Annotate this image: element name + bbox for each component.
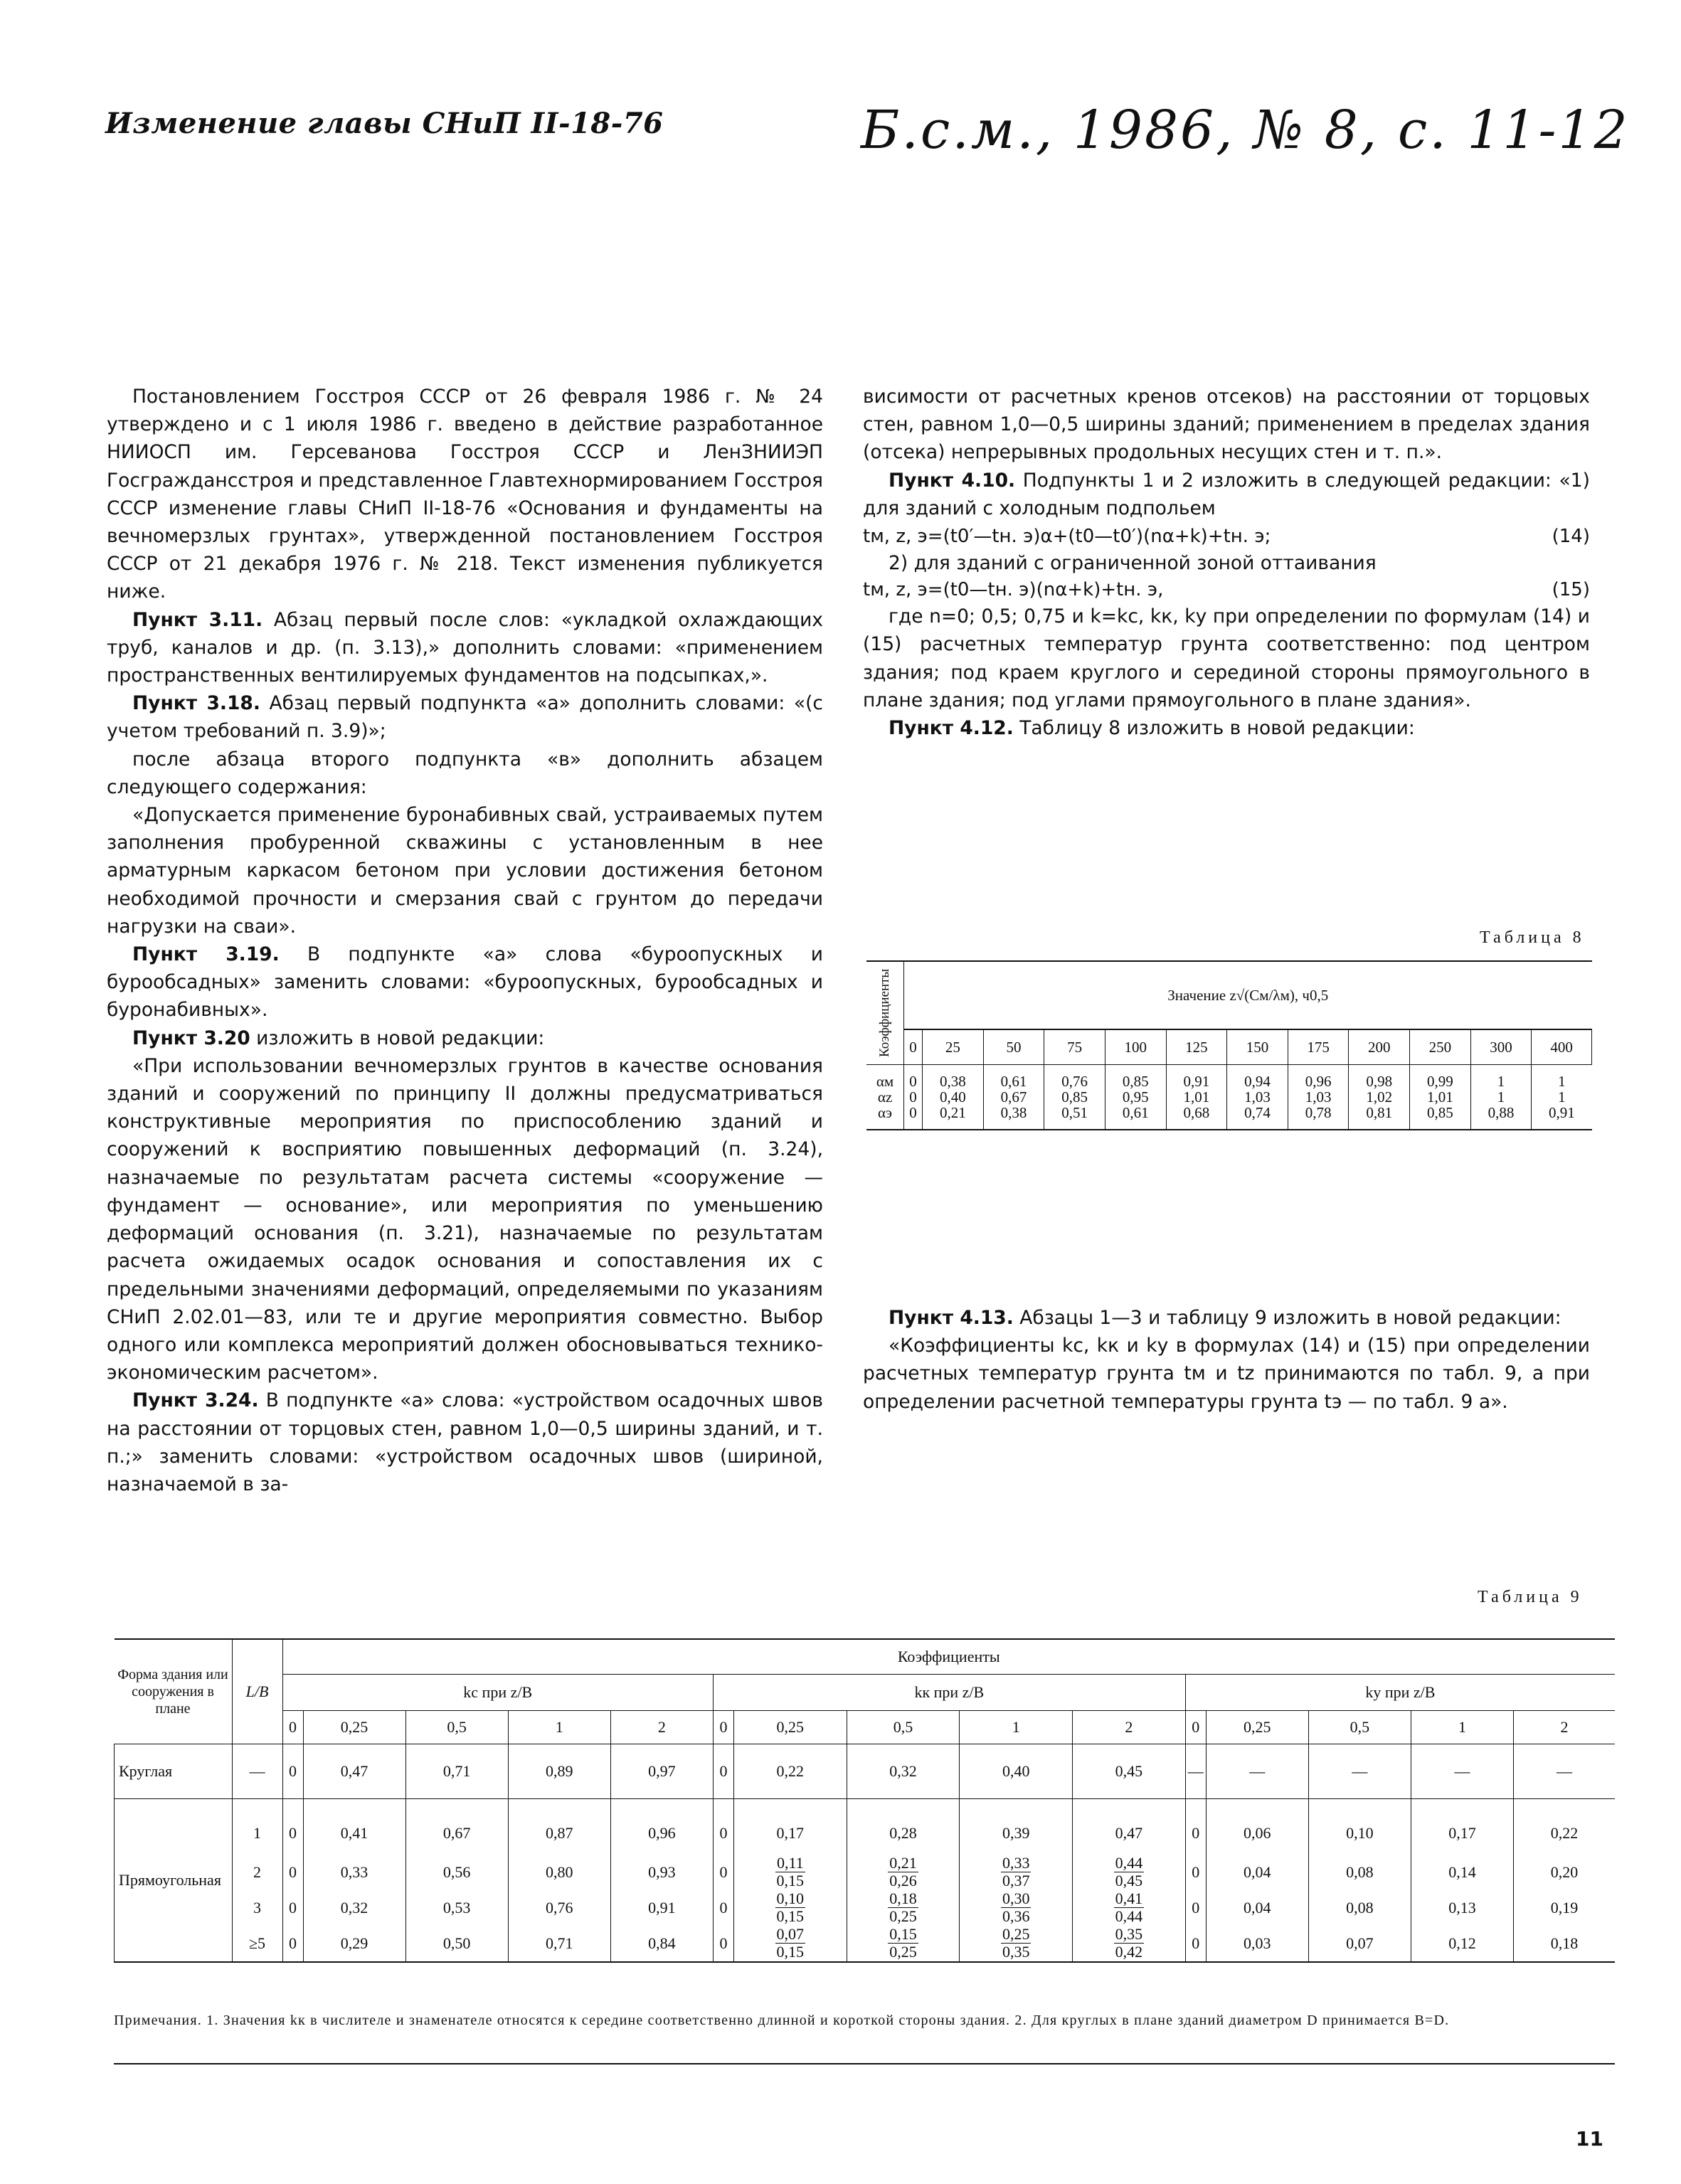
table-cell <box>847 1926 960 1962</box>
clause-heading: Пункт 3.19. <box>132 943 280 966</box>
denominator: 0,45 <box>1115 1872 1143 1889</box>
numerator: 0,44 <box>1115 1854 1143 1872</box>
table-cell: 0,17 <box>733 1799 847 1855</box>
column-header-cell: 100 <box>1105 1029 1166 1065</box>
coefficients-header: Коэффициенты <box>282 1639 1615 1675</box>
cell-value: 1,03 <box>1305 1088 1332 1106</box>
paragraph <box>863 467 1590 522</box>
numerator: 0,10 <box>776 1889 805 1907</box>
paragraph <box>863 1304 1590 1332</box>
paragraph-text: В подпункте «а» слова «буроопускных и бурообсадных» заменить словами: «буроопускных, бурообсадных и буронабивных». <box>107 943 823 1022</box>
table-cell: 0,84 <box>610 1926 713 1962</box>
table-cell: 0,39 <box>960 1799 1073 1855</box>
column-header-cell: 50 <box>983 1029 1044 1065</box>
table-cell: 0,45 <box>1073 1744 1186 1799</box>
numerator: 0,21 <box>889 1854 917 1872</box>
table-cell <box>1073 1855 1186 1890</box>
table-cell: 0,18 <box>1514 1926 1615 1962</box>
table-cell <box>923 1065 984 1130</box>
table-cell: 0,33 <box>303 1855 405 1890</box>
column-header-cell: 300 <box>1470 1029 1532 1065</box>
table-cell: 0,47 <box>1073 1799 1186 1855</box>
numerator: 0,18 <box>889 1889 917 1907</box>
cell-value: 0,61 <box>1000 1073 1027 1090</box>
cell-value: 0,51 <box>1061 1104 1088 1121</box>
cell-value: 1,03 <box>1244 1088 1271 1106</box>
cell-value: 0,96 <box>1305 1073 1332 1090</box>
table-cell: 0,71 <box>405 1744 508 1799</box>
denominator: 0,15 <box>776 1907 805 1925</box>
clause-heading: Пункт 4.12. <box>889 717 1014 740</box>
table-cell <box>1470 1065 1532 1130</box>
table-cell: 0,56 <box>405 1855 508 1890</box>
table-cell <box>1166 1065 1227 1130</box>
paragraph: где n=0; 0,5; 0,75 и k=kс, kк, kу при определении по формулам (14) и (15) расчетных температур грунта соответственно: под центром здания; под краем круглого и серединой стороны прямоугольного в плане здания; под углами прямоугольного в плане здания». <box>863 605 1590 711</box>
paragraph: 2) для зданий с ограниченной зоной оттаивания <box>889 552 1377 575</box>
paragraph: «Коэффициенты kс, kк и kу в формулах (14) и (15) при определении расчетных температур грунта tм и tz принимаются по табл. 9, а при определении расчетной температуры грунта tэ — по табл. 9 а». <box>863 1335 1590 1413</box>
table-cell: 0,04 <box>1206 1855 1308 1890</box>
cell-value: 0,91 <box>1183 1073 1210 1090</box>
table-cell <box>960 1926 1073 1962</box>
table-row <box>115 1744 1616 1799</box>
numerator: 0,07 <box>776 1925 805 1943</box>
cell-value: 0,85 <box>1427 1104 1453 1121</box>
subcolumn-header: 2 <box>610 1711 713 1744</box>
fraction <box>1001 1855 1032 1889</box>
table-cell <box>960 1855 1073 1890</box>
cell-value: 0,38 <box>940 1073 966 1090</box>
paragraph <box>863 714 1590 742</box>
denominator: 0,25 <box>889 1943 917 1961</box>
row-label: αэ <box>877 1104 892 1121</box>
shape-header: Форма здания или сооружения в плане <box>115 1639 233 1744</box>
column-header-cell: 125 <box>1166 1029 1227 1065</box>
table-cell: 0,32 <box>303 1890 405 1926</box>
table-cell <box>1532 1065 1592 1130</box>
table-row <box>115 1855 1616 1890</box>
cell-value: 1 <box>1558 1073 1566 1090</box>
paragraph-text: Подпункты 1 и 2 изложить в следующей редакции: «1) для зданий с холодным подпольем <box>863 469 1590 519</box>
cell-value: 1,01 <box>1427 1088 1453 1106</box>
table-cell: Круглая <box>115 1744 233 1799</box>
denominator: 0,35 <box>1002 1943 1030 1961</box>
table-cell: 0,76 <box>508 1890 610 1926</box>
table-cell: 0 <box>282 1799 303 1855</box>
table-cell: 0 <box>713 1926 733 1962</box>
fraction <box>1001 1926 1032 1961</box>
table-cell: 0,89 <box>508 1744 610 1799</box>
fraction <box>1114 1855 1145 1889</box>
clause-heading: Пункт 3.11. <box>132 608 263 631</box>
numerator: 0,41 <box>1115 1889 1143 1907</box>
kk-header: kк при z/B <box>713 1675 1185 1711</box>
fraction <box>1001 1890 1032 1925</box>
fraction <box>775 1855 805 1889</box>
cell-value: 1,01 <box>1183 1088 1210 1106</box>
lb-header: L/B <box>232 1639 282 1744</box>
denominator: 0,15 <box>776 1872 805 1889</box>
cell-value: 0,40 <box>940 1088 966 1106</box>
paragraph: «Допускается применение буронабивных свай, устраиваемых путем заполнения пробуренной скважины с установленным в нее арматурным каркасом бетоном при условии достижения бетоном необходимой прочности и смерзания свай с грунтом до передачи нагрузки на сваи». <box>107 804 823 938</box>
denominator: 0,26 <box>889 1872 917 1889</box>
cell-value: 1 <box>1497 1088 1505 1106</box>
cell-value: 0,88 <box>1488 1104 1515 1121</box>
denominator: 0,15 <box>776 1943 805 1961</box>
table-cell: — <box>1411 1744 1513 1799</box>
table-cell: 0,13 <box>1411 1890 1513 1926</box>
table-cell: 0,04 <box>1206 1890 1308 1926</box>
subcolumn-header: 2 <box>1073 1711 1186 1744</box>
table-cell: 0,53 <box>405 1890 508 1926</box>
table-cell: 0,20 <box>1514 1855 1615 1890</box>
fraction <box>1114 1890 1145 1925</box>
table-cell: 0 <box>282 1744 303 1799</box>
table-cell: — <box>1308 1744 1411 1799</box>
table-cell: 0 <box>1185 1890 1206 1926</box>
numerator: 0,35 <box>1115 1925 1143 1943</box>
table-cell <box>847 1855 960 1890</box>
table-row <box>115 1799 1616 1855</box>
table-cell: 0,08 <box>1308 1855 1411 1890</box>
numerator: 0,30 <box>1002 1889 1030 1907</box>
table-header-row <box>866 961 1592 1029</box>
table-cell: — <box>232 1744 282 1799</box>
cell-value: 0,81 <box>1366 1104 1393 1121</box>
table-cell: 0 <box>713 1799 733 1855</box>
table-row <box>866 1065 1592 1130</box>
table-cell: 0 <box>282 1926 303 1962</box>
table-cell <box>1227 1065 1288 1130</box>
table-row <box>115 1926 1616 1962</box>
table-cell: 0,17 <box>1411 1799 1513 1855</box>
table-cell: 0,12 <box>1411 1926 1513 1962</box>
clause-heading: Пункт 3.18. <box>132 692 260 715</box>
table-cell: 0,22 <box>1514 1799 1615 1855</box>
table-header-row <box>866 1029 1592 1065</box>
table-cell <box>1073 1926 1186 1962</box>
paragraph-text: изложить в новой редакции: <box>256 1027 545 1049</box>
formula-expression: tм, z, э=(t0—tн. э)(nα+k)+tн. э, <box>863 579 1164 601</box>
clause-heading: Пункт 3.24. <box>132 1389 259 1412</box>
table-cell: 1 <box>232 1799 282 1855</box>
paragraph <box>107 689 823 745</box>
subcolumn-header: 0,25 <box>1206 1711 1308 1744</box>
ky-header: kу при z/B <box>1185 1675 1615 1711</box>
table-cell: 0,08 <box>1308 1890 1411 1926</box>
cell-value: 0,74 <box>1244 1104 1271 1121</box>
table-cell: 0,03 <box>1206 1926 1308 1962</box>
column-group-header: Значение z√(Cм/λм), ч0,5 <box>904 961 1592 1029</box>
table-cell <box>1410 1065 1471 1130</box>
paragraph <box>107 1387 823 1498</box>
subcolumn-header: 1 <box>960 1711 1073 1744</box>
paragraph <box>107 606 823 690</box>
table-cell: — <box>1185 1744 1206 1799</box>
denominator: 0,44 <box>1115 1907 1143 1925</box>
table-cell: 0,14 <box>1411 1855 1513 1890</box>
table-cell: 0,29 <box>303 1926 405 1962</box>
numerator: 0,33 <box>1002 1854 1030 1872</box>
table-cell: 0 <box>1185 1855 1206 1890</box>
table-cell: 0,06 <box>1206 1799 1308 1855</box>
subcolumn-header: 0,5 <box>405 1711 508 1744</box>
column-header-cell: 25 <box>923 1029 984 1065</box>
kc-header: kс при z/B <box>282 1675 713 1711</box>
table-cell: 0 <box>282 1855 303 1890</box>
table-cell: 0 <box>1185 1926 1206 1962</box>
table-cell <box>983 1065 1044 1130</box>
subcolumn-header: 0,25 <box>733 1711 847 1744</box>
table-cell <box>733 1890 847 1926</box>
table-cell: 0,93 <box>610 1855 713 1890</box>
row-header-label: Коэффициенты <box>877 968 892 1058</box>
clause-heading: Пункт 4.13. <box>889 1307 1014 1329</box>
table-cell: 0 <box>713 1855 733 1890</box>
column-header-cell: 150 <box>1227 1029 1288 1065</box>
table-cell: 2 <box>232 1855 282 1890</box>
row-label-cell <box>866 1065 904 1130</box>
table-cell: — <box>1206 1744 1308 1799</box>
paragraph-text: Абзац первый подпункта «а» дополнить словами: «(с учетом требований п. 3.9)»; <box>107 692 823 743</box>
paragraph-text: Абзацы 1—3 и таблицу 9 изложить в новой редакции: <box>1019 1307 1561 1329</box>
table-header-row <box>115 1639 1616 1675</box>
paragraph-text: Таблицу 8 изложить в новой редакции: <box>1019 717 1415 740</box>
table-cell <box>1044 1065 1105 1130</box>
cell-value: 0,94 <box>1244 1073 1271 1090</box>
cell-value: 0,76 <box>1061 1073 1088 1090</box>
table-cell: — <box>1514 1744 1615 1799</box>
table-cell <box>847 1890 960 1926</box>
table-cell: 0,67 <box>405 1799 508 1855</box>
table-cell: 0,40 <box>960 1744 1073 1799</box>
fraction <box>888 1890 918 1925</box>
formula-number: (15) <box>1552 579 1590 601</box>
paragraph-text: В подпункте «а» слова: «устройством осадочных швов на расстоянии от торцовых стен, равном 1,0—0,5 ширины зданий, и т. п.;» заменить словами: «устройством осадочных швов (шириной, назначаемой в за- <box>107 1389 823 1495</box>
cell-value: 0 <box>909 1073 917 1090</box>
denominator: 0,25 <box>889 1907 917 1925</box>
cell-value: 0,21 <box>940 1104 966 1121</box>
table-cell: Прямоугольная <box>115 1799 233 1963</box>
table-cell: 0,47 <box>303 1744 405 1799</box>
table-cell <box>960 1890 1073 1926</box>
table-cell <box>904 1065 923 1130</box>
column-header-cell: 0 <box>904 1029 923 1065</box>
table-cell: 0,87 <box>508 1799 610 1855</box>
table-cell: 0,91 <box>610 1890 713 1926</box>
numerator: 0,11 <box>776 1854 804 1872</box>
right-column-lower <box>863 1304 1590 1416</box>
column-header-cell: 175 <box>1288 1029 1349 1065</box>
cell-value: 0,85 <box>1061 1088 1088 1106</box>
table-cell: 0 <box>282 1890 303 1926</box>
cell-value: 0,98 <box>1366 1073 1393 1090</box>
table-cell <box>733 1926 847 1962</box>
formula-expression: tм, z, э=(t0′—tн. э)α+(t0—t0′)(nα+k)+tн. э; <box>863 526 1271 548</box>
row-label: αм <box>876 1073 894 1090</box>
table-row <box>115 1890 1616 1926</box>
right-column <box>863 383 1590 742</box>
denominator: 0,37 <box>1002 1872 1030 1889</box>
cell-value: 0,67 <box>1000 1088 1027 1106</box>
paragraph <box>107 940 823 1024</box>
cell-value: 1,02 <box>1366 1088 1393 1106</box>
fraction <box>1114 1926 1145 1961</box>
table-cell: 0,71 <box>508 1926 610 1962</box>
clause-heading: Пункт 4.10. <box>889 469 1016 492</box>
cell-value: 0,85 <box>1122 1073 1149 1090</box>
table8 <box>866 960 1592 1130</box>
table-cell: 0,50 <box>405 1926 508 1962</box>
denominator: 0,42 <box>1115 1943 1143 1961</box>
column-header-cell: 250 <box>1410 1029 1471 1065</box>
table-cell <box>1349 1065 1410 1130</box>
page-number: 11 <box>1576 2127 1603 2151</box>
formula-15 <box>863 577 1590 603</box>
denominator: 0,36 <box>1002 1907 1030 1925</box>
handwritten-reference: Б.с.м., 1986, № 8, с. 11-12 <box>861 100 1630 161</box>
cell-value: 0,68 <box>1183 1104 1210 1121</box>
table-cell: 0,97 <box>610 1744 713 1799</box>
subcolumn-header: 0,25 <box>303 1711 405 1744</box>
column-header-cell: 400 <box>1532 1029 1592 1065</box>
subcolumn-header: 1 <box>508 1711 610 1744</box>
cell-value: 0,95 <box>1122 1088 1149 1106</box>
table-cell: 0,28 <box>847 1799 960 1855</box>
fraction <box>888 1855 918 1889</box>
column-header-cell: 75 <box>1044 1029 1105 1065</box>
cell-value: 0 <box>909 1104 917 1121</box>
table-cell: 0,07 <box>1308 1926 1411 1962</box>
row-header-cell <box>866 961 904 1065</box>
cell-value: 0,91 <box>1549 1104 1575 1121</box>
paragraph: висимости от расчетных кренов отсеков) на расстоянии от торцовых стен, равном 1,0—0,5 ширины зданий; применением в пределах здания (отсека) непрерывных продольных несущих стен и т. п.». <box>863 386 1590 464</box>
left-column <box>107 383 823 1498</box>
subcolumn-header: 0 <box>713 1711 733 1744</box>
table-cell: 0 <box>713 1744 733 1799</box>
subcolumn-header: 1 <box>1411 1711 1513 1744</box>
cell-value: 1 <box>1558 1088 1566 1106</box>
table-cell <box>1105 1065 1166 1130</box>
document-title: Изменение главы СНиП II-18-76 <box>105 107 664 140</box>
table-cell: 0,19 <box>1514 1890 1615 1926</box>
paragraph <box>107 1024 823 1052</box>
clause-heading: Пункт 3.20 <box>132 1027 250 1049</box>
table-cell: 0,41 <box>303 1799 405 1855</box>
fraction <box>775 1926 806 1961</box>
table8-caption: Таблица 8 <box>1480 928 1585 947</box>
table-cell: 0,22 <box>733 1744 847 1799</box>
table-cell: 0,32 <box>847 1744 960 1799</box>
table-cell: 0 <box>713 1890 733 1926</box>
formula-number: (14) <box>1552 526 1590 548</box>
paragraph: после абзаца второго подпункта «в» дополнить абзацем следующего содержания: <box>107 748 823 798</box>
table-cell: 0 <box>1185 1799 1206 1855</box>
subcolumn-header: 0 <box>282 1711 303 1744</box>
table-cell <box>1073 1890 1186 1926</box>
numerator: 0,15 <box>889 1925 917 1943</box>
bottom-rule <box>114 2063 1615 2064</box>
cell-value: 0,61 <box>1122 1104 1149 1121</box>
table-header-row <box>115 1711 1616 1744</box>
cell-value: 1 <box>1497 1073 1505 1090</box>
table-cell: 3 <box>232 1890 282 1926</box>
cell-value: 0,38 <box>1000 1104 1027 1121</box>
column-header-cell: 200 <box>1349 1029 1410 1065</box>
table-cell <box>733 1855 847 1890</box>
fraction <box>775 1890 806 1925</box>
cell-value: 0,99 <box>1427 1073 1453 1090</box>
cell-value: 0 <box>909 1088 917 1106</box>
table9-note: Примечания. 1. Значения kк в числителе и знаменателе относятся к середине соответственно длинной и короткой стороны здания. 2. Для круглых в плане зданий диаметром D принимается B=D. <box>114 2013 1450 2028</box>
paragraph-text: Абзац первый после слов: «укладкой охлаждающих труб, каналов и др. (п. 3.13),» дополнить словами: «применением пространственных вентилируемых фундаментов на подсыпках,». <box>107 608 823 687</box>
paragraph: Постановлением Госстроя СССР от 26 февраля 1986 г. № 24 утверждено и с 1 июля 1986 г. введено в действие разработанное НИИОСП им. Герсеванова Госстроя СССР и ЛенЗНИИЭП Госграждансстроя и представленное Главтехнормированием Госстроя СССР изменение главы СНиП II-18-76 «Основания и фундаменты на вечномерзлых грунтах», утвержденной постановлением Госстроя СССР от 21 декабря 1976 г. № 218. Текст изменения публикуется ниже. <box>107 386 823 603</box>
subcolumn-header: 2 <box>1514 1711 1615 1744</box>
subcolumn-header: 0,5 <box>847 1711 960 1744</box>
table-cell <box>1288 1065 1349 1130</box>
paragraph: «При использовании вечномерзлых грунтов в качестве основания зданий и сооружений по принципу II должны предусматриваться конструктивные мероприятия по приспособлению зданий и сооружений к восприятию повышенных деформаций (п. 3.24), назначаемые по результатам расчета системы «сооружение — фундамент — основание», или мероприятия по уменьшению деформаций основания (п. 3.21), назначаемые по результатам расчета ожидаемых осадок основания и сопоставления их с предельными значениями деформаций, определяемыми по указаниям СНиП 2.02.01—83, или те и другие мероприятия совместно. Выбор одного или комплекса мероприятий должен обосновываться технико-экономическим расчетом». <box>107 1054 823 1384</box>
numerator: 0,25 <box>1002 1925 1030 1943</box>
subcolumn-header: 0,5 <box>1308 1711 1411 1744</box>
formula-14 <box>863 524 1590 549</box>
table-cell: 0,10 <box>1308 1799 1411 1855</box>
table-cell: 0,96 <box>610 1799 713 1855</box>
table-cell: 0,80 <box>508 1855 610 1890</box>
cell-value: 0,78 <box>1305 1104 1332 1121</box>
table9-caption: Таблица 9 <box>1478 1588 1583 1606</box>
fraction <box>888 1926 918 1961</box>
row-label: αz <box>877 1088 893 1106</box>
table-cell: ≥5 <box>232 1926 282 1962</box>
subcolumn-header: 0 <box>1185 1711 1206 1744</box>
table9 <box>114 1638 1615 1963</box>
table-header-row <box>115 1675 1616 1711</box>
